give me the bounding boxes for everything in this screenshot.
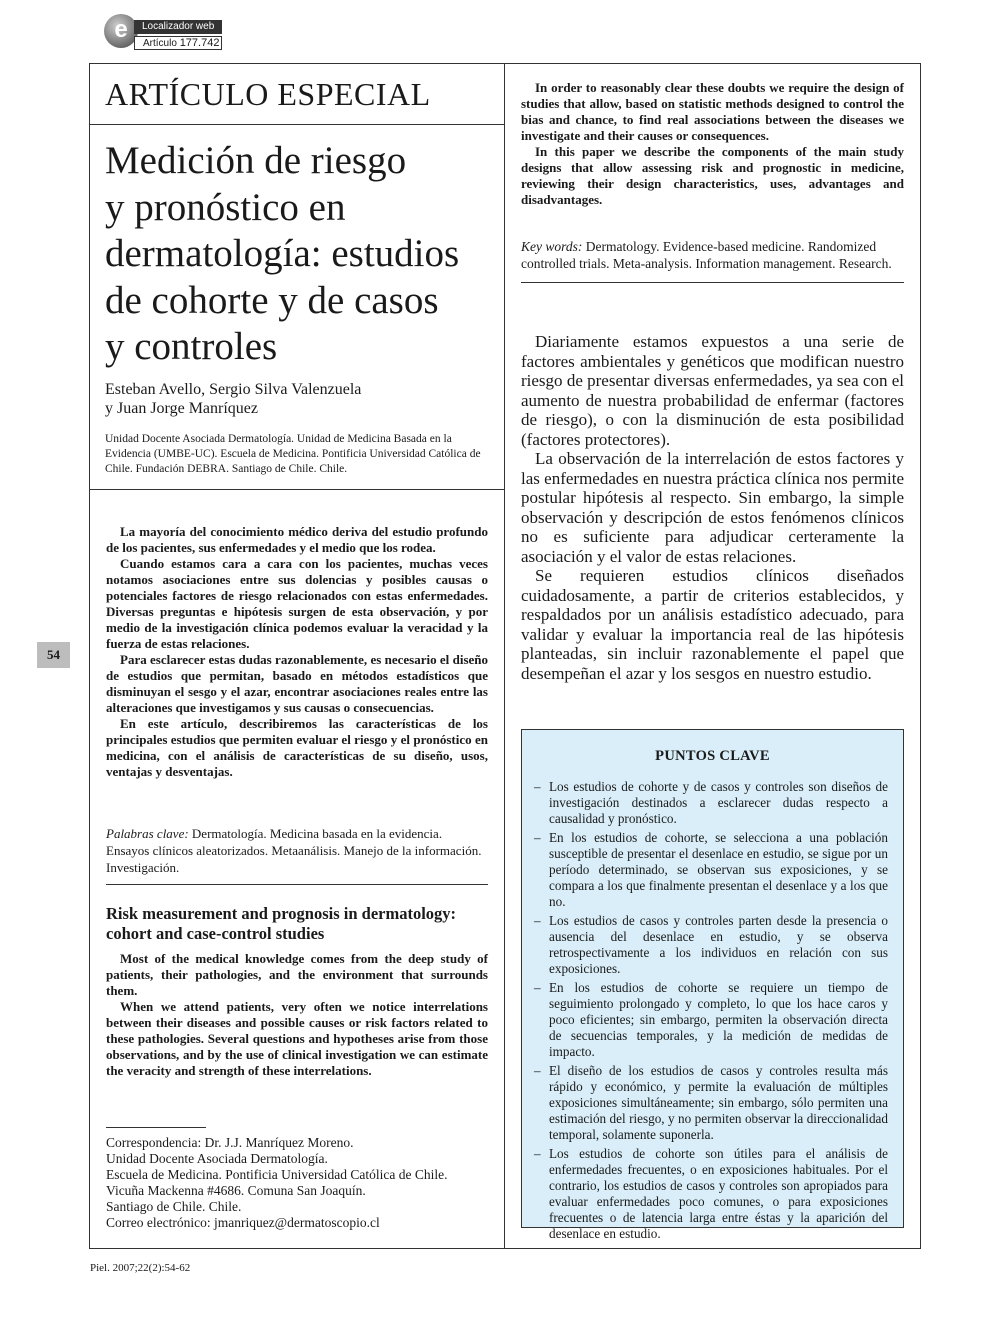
key-points-box <box>521 729 904 1241</box>
author-line: y Juan Jorge Manríquez <box>105 400 258 417</box>
correspondence-line: Correspondencia: Dr. J.J. Manríquez Moreno. <box>106 1135 354 1150</box>
title-line: y controles <box>105 325 278 368</box>
keywords-spanish <box>106 825 488 876</box>
abstract-paragraph: Cuando estamos cara a cara con los pacientes, muchas veces notamos asociaciones entre sus dolencias y posibles causas o potenciales factores de riesgo relacionados con estas enfermedades. Diversas preguntas e hipótesis surgen de esta observación, y por medio de la investigación clínica podemos evaluar la veracidad y la fuerza de estas relaciones. <box>106 556 488 651</box>
rule-above-correspondence <box>106 1127 206 1128</box>
journal-citation: Piel. 2007;22(2):54-62 <box>90 1262 191 1274</box>
body-paragraph: Se requieren estudios clínicos diseñados cuidadosamente, a partir de criterios establecidos, y respaldados por un análisis estadístico adecuado, para validar y evaluar la importancia real de las hipótesis planteadas, sin incluir razonablemente el papel que desempeñan el azar y los sesgos en nuestro estudio. <box>521 566 904 683</box>
body-text <box>521 332 904 683</box>
correspondence-email: Correo electrónico: jmanriquez@dermatoscopio.cl <box>106 1215 380 1230</box>
article-number: 177.742 <box>179 37 220 49</box>
correspondence-line: Santiago de Chile. Chile. <box>106 1199 242 1214</box>
title-line: y pronóstico en <box>105 185 346 229</box>
key-point-item: – En los estudios de cohorte, se selecciona a una población susceptible de presentar el desenlace en estudio, se sigue por un período determinado, se observan sus exposiciones, y se compara a los que finalmente presentan el desenlace y a los que no. <box>534 830 888 910</box>
title-line: dermatología: estudios <box>105 232 460 275</box>
article-title <box>105 138 495 371</box>
correspondence-line: Escuela de Medicina. Pontificia Universidad Católica de Chile. <box>106 1167 448 1182</box>
affiliation: Unidad Docente Asociada Dermatología. Unidad de Medicina Basada en la Evidencia (UMBE-UC). Escuela de Medicina. Pontificia Universidad Católica de Chile. Fundación DEBRA. Santiago de Chile. Chile. <box>105 433 481 475</box>
correspondence <box>106 1135 506 1231</box>
keywords-text: Dermatología. Medicina basada en la evidencia. Ensayos clínicos aleatorizados. Metaanálisis. Manejo de la información. Investigación. <box>106 826 482 875</box>
key-point-item: – En los estudios de cohorte se requiere un tiempo de seguimiento prolongado y completo, lo que los hace caros y poco eficientes; sin embargo, permiten la observación directa de secuencias temporales, y la medición de medidas de impacto. <box>534 980 888 1060</box>
abstract-english-continued <box>521 80 904 208</box>
article-id <box>134 36 222 50</box>
abstract-spanish <box>106 524 488 780</box>
keywords-text: Dermatology. Evidence-based medicine. Randomized controlled trials. Meta-analysis. Information management. Research. <box>521 239 892 271</box>
body-paragraph: Diariamente estamos expuestos a una serie de factores ambientales y genéticos que modifican nuestro riesgo de presentar diversas enfermedades, ya sea con el aumento de nuestra probabilidad de enfermar (factores de riesgo), o con la disminución de esta posibilidad (factores protectores). <box>521 332 904 449</box>
title-line: de cohorte y de casos <box>105 278 439 322</box>
abstract-paragraph: In order to reasonably clear these doubts we require the design of studies that allow, based on statistic methods designed to control the bias and chance, to find real associations between the diseases we investigate and their causes or consequences. <box>521 80 904 143</box>
keywords-label: Palabras clave: <box>106 826 189 841</box>
key-points-heading: PUNTOS CLAVE <box>655 748 770 764</box>
author-line: Esteban Avello, Sergio Silva Valenzuela <box>105 381 362 398</box>
abstract-english <box>106 951 488 1079</box>
article-prefix: Artículo <box>143 38 177 49</box>
correspondence-line: Unidad Docente Asociada Dermatología. <box>106 1151 328 1166</box>
page-number: 54 <box>37 642 70 668</box>
title-line: Medición de riesgo <box>105 139 407 182</box>
keywords-english <box>521 238 904 272</box>
abstract-paragraph: La mayoría del conocimiento médico deriva del estudio profundo de los pacientes, sus enfermedades y el medio que los rodea. <box>106 524 488 555</box>
abstract-paragraph: In this paper we describe the components of the main study designs that allow assessing risk and prognostic in medicine, reviewing their design characteristics, uses, advantages and disadvantages. <box>521 144 904 207</box>
correspondence-line: Vicuña Mackenna #4686. Comuna San Joaquín. <box>106 1183 366 1198</box>
abstract-paragraph: When we attend patients, very often we notice interrelations between their diseases and possible causes or risk factors related to these pathologies. Several questions and hypotheses arise from those observations, and by the use of clinical investigation we can estimate the veracity and strength of these interrelations. <box>106 999 488 1078</box>
english-title: Risk measurement and prognosis in dermatology: cohort and case-control studies <box>106 904 457 943</box>
key-point-item: – Los estudios de casos y controles parten desde la presencia o ausencia del desenlace en estudio, y se observa retrospectivamente a los individuos en relación con sus exposiciones. <box>534 913 888 977</box>
rule-below-keywords-es <box>106 884 488 885</box>
section-label: ARTÍCULO ESPECIAL <box>105 76 431 112</box>
key-point-item: – Los estudios de cohorte son útiles para el análisis de enfermedades frecuentes, o en exposiciones habituales. Por el contrario, los estudios de casos y controles son apropiados para evaluar enfermedades poco comunes, o para exposiciones frecuentes o de latencia larga entre éstas y la aparición del desenlace en estudio. <box>534 1146 888 1242</box>
e-logo-icon: e <box>104 14 138 48</box>
key-point-item: – Los estudios de cohorte y de casos y controles son diseños de investigación destinados a esclarecer dudas respecto a causalidad y pronóstico. <box>534 779 888 827</box>
rule-below-header <box>89 489 505 490</box>
rule-below-section <box>89 124 505 125</box>
web-locator-badge <box>104 14 222 54</box>
rule-below-keywords-en <box>521 282 904 283</box>
key-points-list <box>522 779 903 1242</box>
abstract-paragraph: Para esclarecer estas dudas razonablemente, es necesario el diseño de estudios que permitan, basado en métodos estadísticos que disminuyan el sesgo y el azar, encontrar asociaciones reales entre las alteraciones que investigamos y sus causas o consecuencias. <box>106 652 488 715</box>
body-paragraph: La observación de la interrelación de estos factores y las enfermedades en nuestra práctica clínica nos permite postular hipótesis al respecto. Sin embargo, la simple observación y descripción de estos fenómenos clínicos no es suficiente para adjudicar certeramente la asociación y el valor de estas relaciones. <box>521 449 904 566</box>
key-point-item: – El diseño de los estudios de casos y controles resulta más rápido y económico, y permite la evaluación de múltiples exposiciones simultáneamente; sin embargo, sólo permiten una estimación del riesgo, y no permiten observar la direccionalidad temporal, solamente suponerla. <box>534 1063 888 1143</box>
authors <box>105 380 361 418</box>
keywords-label: Key words: <box>521 239 583 254</box>
abstract-paragraph: Most of the medical knowledge comes from the deep study of patients, their pathologies, and the environment that surrounds them. <box>106 951 488 998</box>
abstract-paragraph: En este artículo, describiremos las características de los principales estudios que permiten evaluar el riesgo y el pronóstico en medicina, con el análisis de características de su diseño, usos, ventajas y desventajas. <box>106 716 488 779</box>
column-divider <box>504 63 505 1249</box>
locator-label: Localizador web <box>134 20 222 34</box>
